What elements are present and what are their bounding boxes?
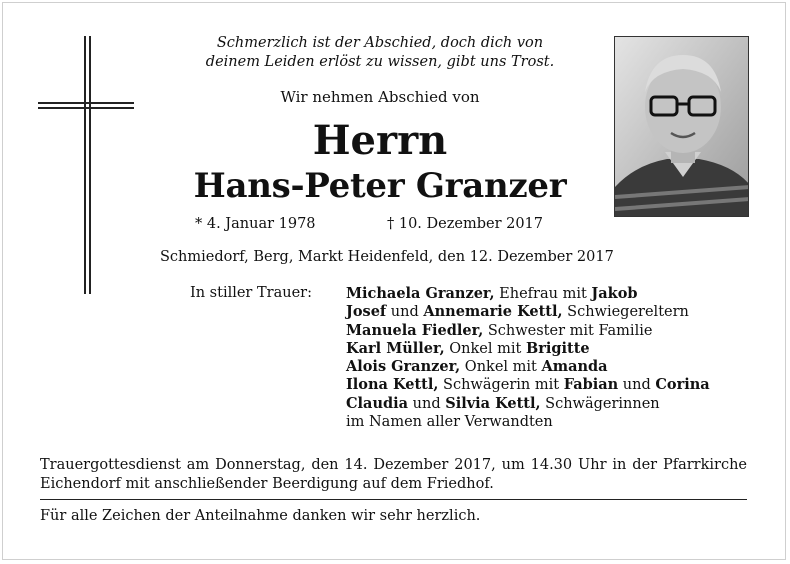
place-date: Schmiedorf, Berg, Markt Heidenfeld, den 12. Dezember 2017: [160, 249, 614, 265]
mourner-relation: Schwägerin mit: [438, 377, 564, 394]
mourner-name: Manuela Fiedler,: [346, 321, 484, 339]
mourner-line: [346, 322, 766, 340]
mourner-relation: Onkel mit: [460, 359, 542, 376]
mourner-name: Claudia: [346, 394, 409, 412]
mourner-line: [346, 413, 766, 431]
portrait-photo: [614, 36, 749, 217]
deceased-name: Hans-Peter Granzer: [193, 166, 567, 206]
cross-icon: [38, 36, 134, 294]
mourner-relation: und: [618, 377, 656, 394]
mourner-line: [346, 395, 766, 413]
mourners-list: [346, 285, 766, 431]
quote-line-1: Schmerzlich ist der Abschied, doch dich von: [216, 35, 544, 51]
intro-text: Wir nehmen Abschied von: [280, 88, 480, 106]
portrait-photo-image: [615, 37, 749, 217]
mourner-name: Josef: [346, 303, 387, 321]
mourner-relation: Onkel mit: [444, 340, 526, 357]
quote: [175, 34, 585, 72]
mourner-line: [346, 340, 766, 358]
mourner-relation: im Namen aller Verwandten: [346, 414, 553, 431]
mourner-line: [346, 358, 766, 376]
mourner-name: Brigitte: [525, 339, 590, 357]
mourner-relation: Ehefrau mit: [494, 286, 592, 302]
mourner-relation: und: [408, 395, 446, 412]
quote-line-2: deinem Leiden erlöst zu wissen, gibt uns Trost.: [205, 54, 555, 70]
divider: [40, 499, 747, 500]
mourner-name: Karl Müller,: [346, 339, 445, 357]
death-date: † 10. Dezember 2017: [387, 216, 544, 232]
mourner-relation: Schwägerinnen: [540, 395, 660, 412]
mourner-name: Fabian: [563, 376, 619, 394]
mourning-label: In stiller Trauer:: [190, 285, 312, 301]
mourner-name: Annemarie Kettl,: [423, 303, 563, 321]
mourner-line: [346, 376, 766, 394]
mourner-name: Jakob: [591, 285, 638, 302]
mourner-name: Michaela Granzer,: [346, 285, 495, 302]
mourner-name: Ilona Kettl,: [346, 376, 439, 394]
mourner-name: Corina: [655, 376, 710, 394]
mourner-name: Alois Granzer,: [346, 358, 461, 376]
birth-date: * 4. Januar 1978: [195, 216, 316, 232]
mourner-relation: und: [386, 304, 424, 321]
service-info: Trauergottesdienst am Donnerstag, den 14. Dezember 2017, um 14.30 Uhr in der Pfarrkirche Eichendorf mit anschließender Beerdigung auf dem Friedhof.: [40, 457, 747, 492]
mourner-name: Silvia Kettl,: [445, 394, 541, 412]
thanks-text: Für alle Zeichen der Anteilnahme danken wir sehr herzlich.: [40, 508, 481, 524]
mourner-relation: Schwester mit Familie: [483, 322, 653, 339]
mourner-line: [346, 303, 766, 321]
mourner-relation: Schwiegereltern: [562, 304, 689, 321]
mourner-name: Amanda: [541, 358, 608, 376]
mourner-line: [346, 285, 766, 303]
salutation: Herrn: [312, 117, 448, 164]
